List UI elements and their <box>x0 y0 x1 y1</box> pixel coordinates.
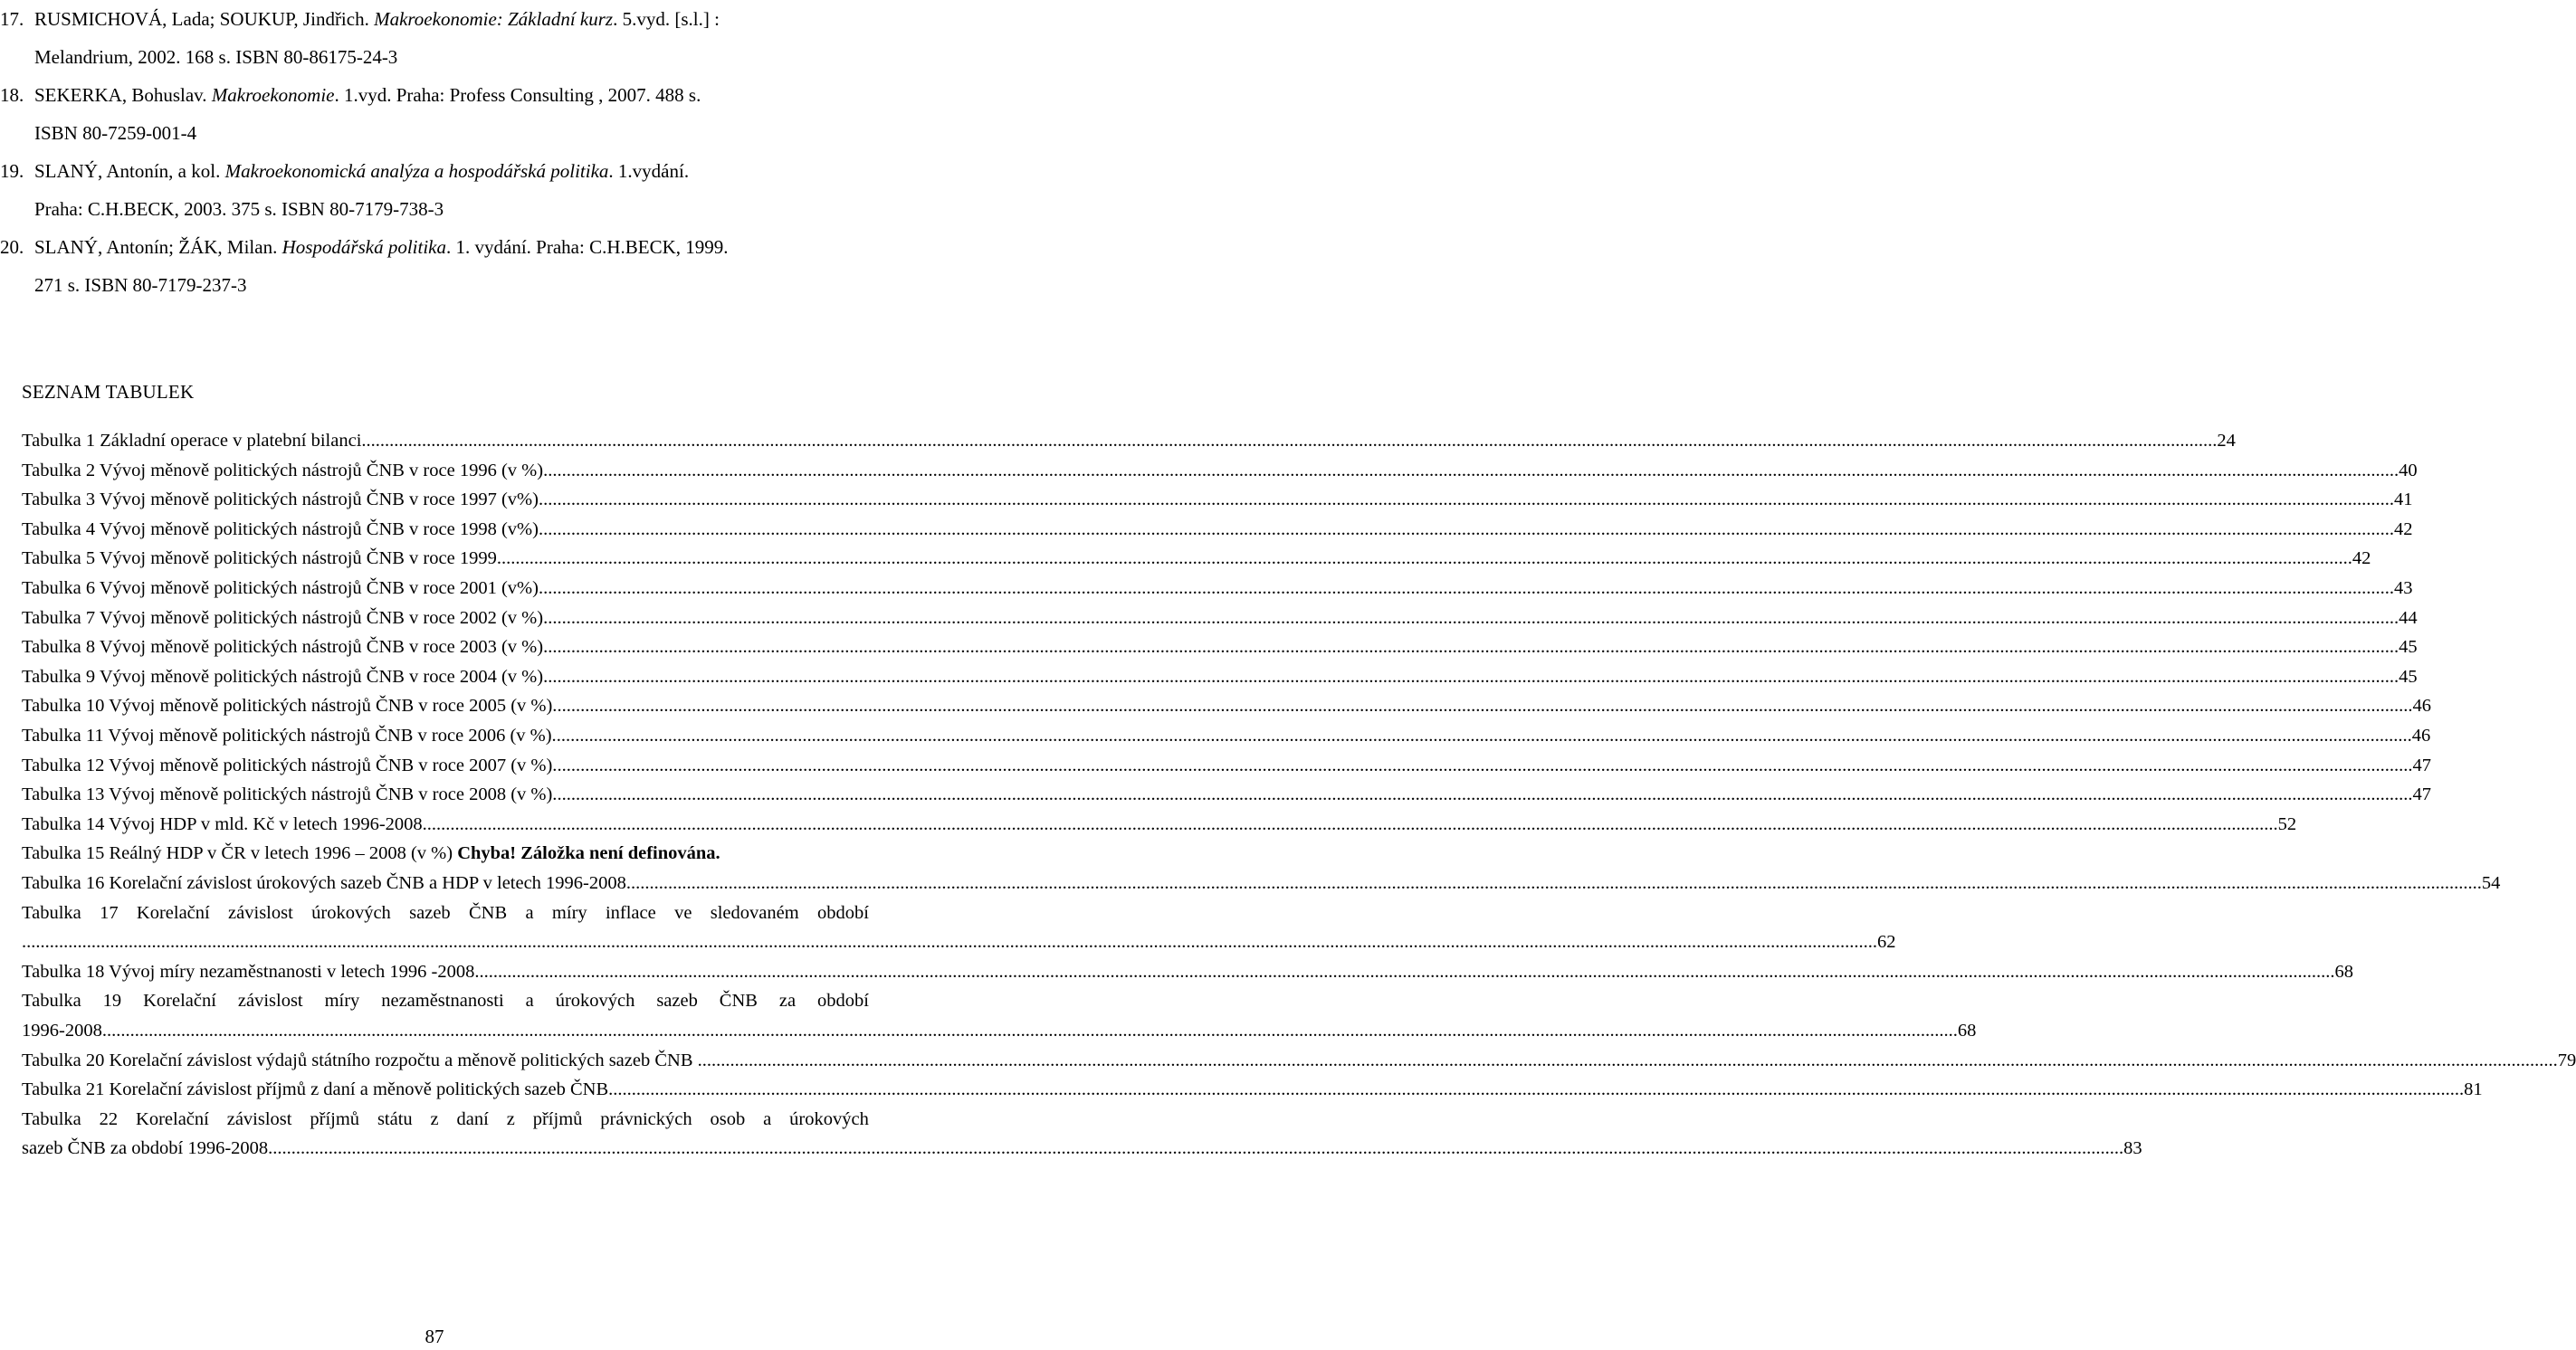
toc-leader-dots: ................................................................................................................................................................................................................................................................................................................................................................................................................ <box>268 1138 2124 1159</box>
toc-leader-dots: ................................................................................................................................................................................................................................................................................................................................................................................................................ <box>543 460 2399 480</box>
reference-number: 20. <box>0 236 24 258</box>
toc-leader-dots: ................................................................................................................................................................................................................................................................................................................................................................................................................ <box>22 932 1877 953</box>
toc-entry-page: 42 <box>2393 518 2413 539</box>
toc-entry-page: 41 <box>2393 490 2413 510</box>
toc-entry-page: 43 <box>2393 578 2413 598</box>
toc-entry[interactable] <box>22 662 2418 692</box>
toc-entry-first-line: Tabulka 17 Korelační závislost úrokových sazeb ČNB a míry inflace ve sledovaném období <box>22 902 869 923</box>
reference-line <box>34 228 729 266</box>
toc-leader-dots: ................................................................................................................................................................................................................................................................................................................................................................................................................ <box>361 431 2218 451</box>
toc-leader-dots: ................................................................................................................................................................................................................................................................................................................................................................................................................ <box>543 666 2399 687</box>
toc-entry-page: 62 <box>1877 932 1896 953</box>
toc-leader-dots: ................................................................................................................................................................................................................................................................................................................................................................................................................ <box>557 755 2413 775</box>
toc-entry-page: 45 <box>2399 637 2418 658</box>
toc-leader-dots: ................................................................................................................................................................................................................................................................................................................................................................................................................ <box>479 961 2335 982</box>
toc-entry[interactable] <box>22 1016 1977 1046</box>
toc-entry[interactable] <box>22 927 1896 957</box>
toc-entry-page: 42 <box>2352 548 2371 569</box>
toc-entry-label: Tabulka 7 Vývoj měnově politických nástrojů ČNB v roce 2002 (v %) <box>22 607 544 628</box>
toc-entry[interactable] <box>22 839 869 869</box>
toc-entry-label: Tabulka 14 Vývoj HDP v mld. Kč v letech 1996-2008 <box>22 813 423 834</box>
toc-entry[interactable] <box>22 515 2413 545</box>
toc-entry[interactable] <box>22 751 2431 781</box>
toc-leader-dots: ................................................................................................................................................................................................................................................................................................................................................................................................................ <box>538 490 2394 510</box>
toc-entry-page: 83 <box>2123 1138 2142 1159</box>
reference-title: Hospodářská politika <box>281 236 447 258</box>
toc-entry[interactable] <box>22 691 2431 721</box>
toc-entry-page: 47 <box>2412 755 2431 775</box>
toc-leader-dots: ................................................................................................................................................................................................................................................................................................................................................................................................................ <box>422 813 2278 834</box>
toc-entry-label: Tabulka 4 Vývoj měnově politických nástrojů ČNB v roce 1998 (v%) <box>22 518 539 539</box>
toc-entry[interactable] <box>22 1075 2483 1105</box>
toc-entry[interactable] <box>22 1134 2142 1164</box>
toc-entry-label: sazeb ČNB za období 1996-2008 <box>22 1138 269 1159</box>
reference-authors: SEKERKA, Bohuslav. <box>34 84 212 106</box>
toc-entry-label: Tabulka 10 Vývoj měnově politických nástrojů ČNB v roce 2005 (v %). <box>22 696 558 717</box>
reference-number: 19. <box>0 160 24 182</box>
toc-entry[interactable] <box>22 632 2418 662</box>
toc-entry[interactable] <box>22 604 2418 633</box>
toc-entry-page: 46 <box>2412 696 2431 717</box>
toc-entry-error: Chyba! Záložka není definována. <box>457 843 720 864</box>
toc-entry[interactable] <box>22 780 2431 810</box>
toc-entry-label: Tabulka 16 Korelační závislost úrokových sazeb ČNB a HDP v letech 1996-2008 <box>22 873 626 893</box>
toc-entry-label: Tabulka 20 Korelační závislost výdajů státního rozpočtu a měnově politických sazeb ČNB . <box>22 1050 702 1070</box>
toc-entry-label: Tabulka 15 Reálný HDP v ČR v letech 1996 – 2008 (v %) <box>22 843 453 864</box>
toc-entry-page: 24 <box>2217 431 2236 451</box>
toc-leader-dots: ................................................................................................................................................................................................................................................................................................................................................................................................................ <box>496 548 2352 569</box>
reference-continuation: ISBN 80-7259-001-4 <box>34 122 197 144</box>
toc-entry-label: Tabulka 8 Vývoj měnově politických nástrojů ČNB v roce 2003 (v %) <box>22 637 544 658</box>
toc-entry-page: 46 <box>2411 726 2431 746</box>
toc-leader-dots: ................................................................................................................................................................................................................................................................................................................................................................................................................ <box>543 607 2399 628</box>
toc-entry-label: Tabulka 12 Vývoj měnově politických nástrojů ČNB v roce 2007 (v %). <box>22 755 558 775</box>
toc-entry-first-line: Tabulka 22 Korelační závislost příjmů státu z daní z příjmů právnických osob a úrokových <box>22 1108 869 1129</box>
reference-details: . 1.vyd. Praha: Profess Consulting , 2007. 488 s. <box>334 84 701 106</box>
toc-entry-wrap-line <box>22 898 869 928</box>
toc-entry-label: Tabulka 6 Vývoj měnově politických nástrojů ČNB v roce 2001 (v%) <box>22 578 539 598</box>
page-number: 87 <box>425 1326 444 1347</box>
toc-entry-label: Tabulka 13 Vývoj měnově politických nástrojů ČNB v roce 2008 (v %). <box>22 784 558 805</box>
toc-entry[interactable] <box>22 957 2353 987</box>
reference-details: . 1. vydání. Praha: C.H.BECK, 1999. <box>446 236 729 258</box>
toc-leader-dots: ................................................................................................................................................................................................................................................................................................................................................................................................................ <box>556 726 2412 746</box>
reference-line <box>34 152 689 190</box>
reference-number: 17. <box>0 8 24 30</box>
toc-leader-dots: ................................................................................................................................................................................................................................................................................................................................................................................................................ <box>538 578 2394 598</box>
toc-entry-first-line: Tabulka 19 Korelační závislost míry nezaměstnanosti a úrokových sazeb ČNB za období <box>22 991 869 1012</box>
toc-entry-page: 79 <box>2557 1050 2576 1070</box>
toc-entry-label: Tabulka 9 Vývoj měnově politických nástrojů ČNB v roce 2004 (v %) <box>22 666 544 687</box>
reference-authors: SLANÝ, Antonín; ŽÁK, Milan. <box>34 236 282 258</box>
reference-authors: SLANÝ, Antonín, a kol. <box>34 160 225 182</box>
toc-entry-page: 68 <box>1957 1021 1977 1041</box>
toc-entry[interactable] <box>22 810 2297 840</box>
reference-details: . 1.vydání. <box>608 160 690 182</box>
toc-entry-wrap-line <box>22 1105 869 1135</box>
toc-leader-dots: ................................................................................................................................................................................................................................................................................................................................................................................................................ <box>625 873 2482 893</box>
toc-entry-label: Tabulka 18 Vývoj míry nezaměstnanosti v letech 1996 -2008. <box>22 961 480 982</box>
toc-entry-page: 52 <box>2277 813 2297 834</box>
toc-entry[interactable] <box>22 574 2413 604</box>
toc-entry-page: 47 <box>2412 784 2431 805</box>
toc-leader-dots: ................................................................................................................................................................................................................................................................................................................................................................................................................ <box>101 1021 1958 1041</box>
table-list-heading: SEZNAM TABULEK <box>22 381 195 403</box>
reference-details: . 5.vyd. [s.l.] : <box>613 8 720 30</box>
toc-entry[interactable] <box>22 544 2371 574</box>
toc-entry[interactable] <box>22 721 2431 751</box>
toc-entry[interactable] <box>22 1046 2576 1076</box>
reference-continuation: Praha: C.H.BECK, 2003. 375 s. ISBN 80-7179-738-3 <box>34 198 444 220</box>
toc-entry-label: Tabulka 21 Korelační závislost příjmů z daní a měnově politických sazeb ČNB <box>22 1079 609 1100</box>
toc-entry[interactable] <box>22 485 2413 515</box>
reference-line <box>34 0 720 38</box>
toc-leader-dots: ................................................................................................................................................................................................................................................................................................................................................................................................................ <box>701 1050 2558 1070</box>
toc-leader-dots: ................................................................................................................................................................................................................................................................................................................................................................................................................ <box>538 518 2394 539</box>
toc-entry-label: Tabulka 5 Vývoj měnově politických nástrojů ČNB v roce 1999 <box>22 548 497 569</box>
toc-entry-page: 68 <box>2334 961 2353 982</box>
reference-number: 18. <box>0 84 24 106</box>
reference-continuation: Melandrium, 2002. 168 s. ISBN 80-86175-24-3 <box>34 46 398 68</box>
toc-entry-wrap-line <box>22 986 869 1016</box>
toc-entry-label: Tabulka 11 Vývoj měnově politických nástrojů ČNB v roce 2006 (v %). <box>22 726 557 746</box>
reference-title: Makroekonomie <box>211 84 335 106</box>
toc-entry-page: 54 <box>2481 873 2501 893</box>
toc-leader-dots: ................................................................................................................................................................................................................................................................................................................................................................................................................ <box>543 637 2399 658</box>
toc-entry-label: Tabulka 3 Vývoj měnově politických nástrojů ČNB v roce 1997 (v%) <box>22 490 539 510</box>
reference-continuation: 271 s. ISBN 80-7179-237-3 <box>34 274 247 296</box>
toc-entry-page: 45 <box>2399 666 2418 687</box>
toc-entry[interactable] <box>22 426 2236 456</box>
reference-authors: RUSMICHOVÁ, Lada; SOUKUP, Jindřich. <box>34 8 375 30</box>
toc-entry-label: Tabulka 1 Základní operace v platební bilanci <box>22 431 362 451</box>
toc-entry-label: Tabulka 2 Vývoj měnově politických nástrojů ČNB v roce 1996 (v %) <box>22 460 544 480</box>
toc-entry-label: 1996-2008 <box>22 1021 102 1041</box>
toc-entry[interactable] <box>22 869 2501 898</box>
toc-entry-page: 81 <box>2464 1079 2483 1100</box>
toc-entry-page: 44 <box>2399 607 2418 628</box>
toc-leader-dots: ................................................................................................................................................................................................................................................................................................................................................................................................................ <box>557 784 2413 805</box>
reference-title: Makroekonomická analýza a hospodářská politika <box>224 160 609 182</box>
reference-line <box>34 76 701 114</box>
toc-leader-dots: ................................................................................................................................................................................................................................................................................................................................................................................................................ <box>608 1079 2465 1100</box>
toc-entry-page: 40 <box>2399 460 2418 480</box>
toc-entry[interactable] <box>22 456 2418 486</box>
reference-title: Makroekonomie: Základní kurz <box>374 8 614 30</box>
toc-leader-dots: ................................................................................................................................................................................................................................................................................................................................................................................................................ <box>557 696 2413 717</box>
